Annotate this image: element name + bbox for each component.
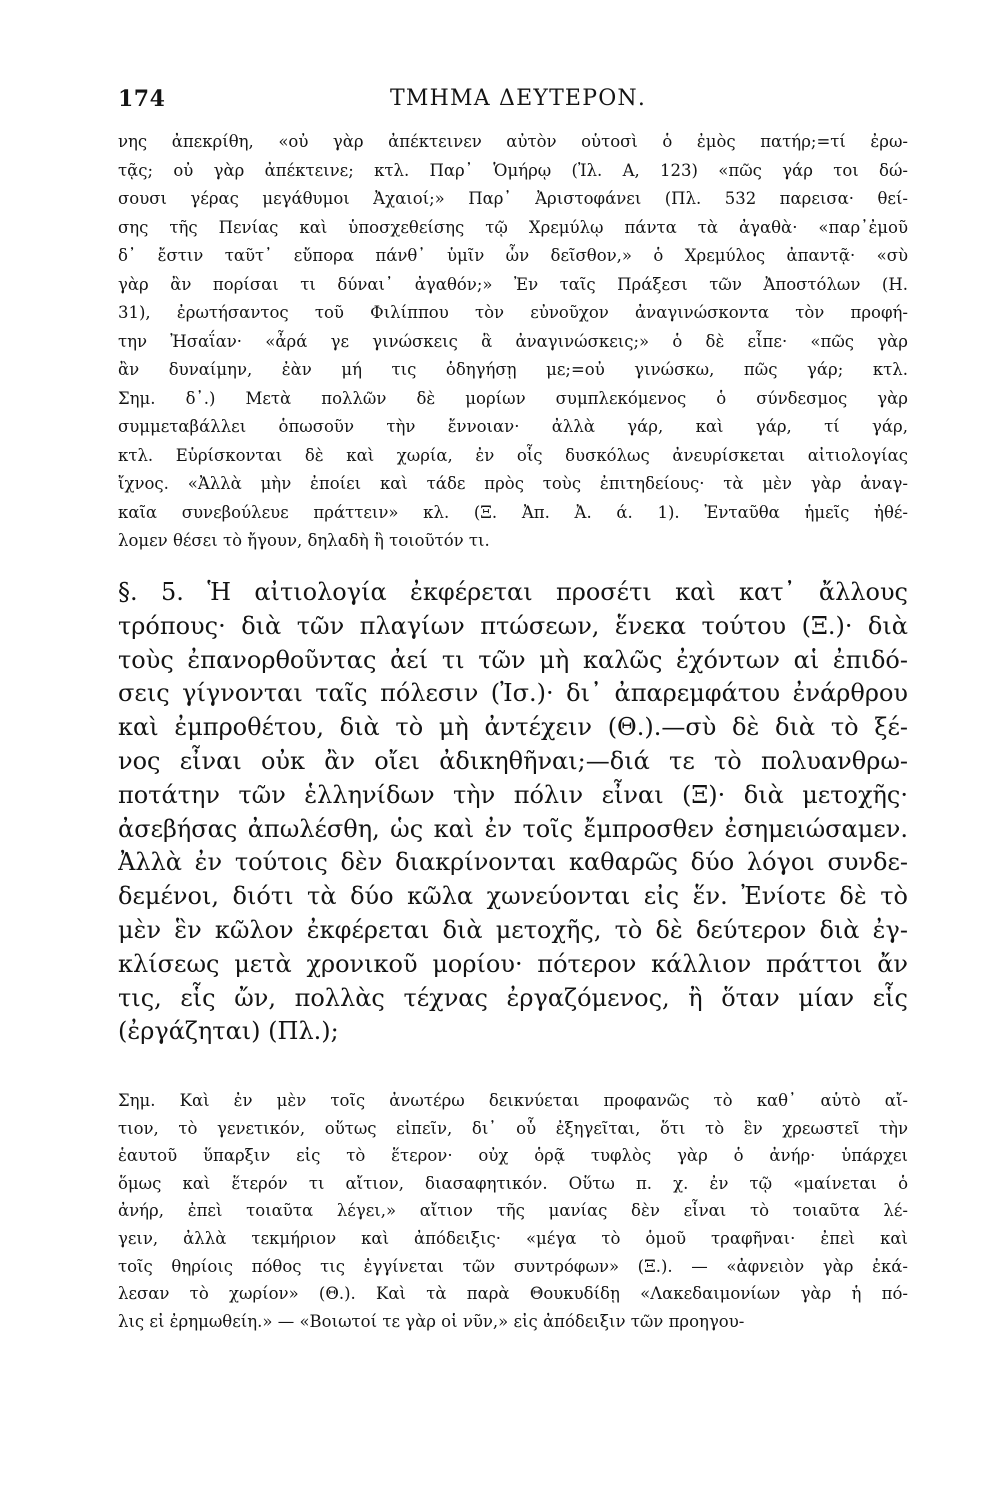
- text-line: τρόπους· διὰ τῶν πλαγίων πτώσεων, ἕνεκα τούτου (Ξ.)· διὰ: [118, 611, 908, 640]
- text-line: δεμένοι, διότι τὰ δύο κῶλα χωνεύονται εἰς ἕν. Ἐνίοτε δὲ τὸ: [118, 882, 908, 911]
- text-line: την Ἠσαΐαν· «ἆρά γε γινώσκεις ἃ ἀναγινώσκεις;» ὁ δὲ εἶπε· «πῶς γὰρ: [118, 331, 908, 351]
- text-line: λις εἰ ἐρημωθείη.» — «Βοιωτοί τε γὰρ οἱ νῦν,» εἰς ἀπόδειξιν τῶν προηγου-: [118, 1311, 745, 1331]
- running-head: ΤΜΗΜΑ ΔΕΥΤΕΡΟΝ.: [390, 86, 647, 111]
- text-line: λεσαν τὸ χωρίον» (Θ.). Καὶ τὰ παρὰ Θουκυδίδῃ «Λακεδαιμονίων γὰρ ἡ πό-: [118, 1284, 908, 1304]
- text-line: τιον, τὸ γενετικόν, οὕτως εἰπεῖν, δι᾽ οὗ ἐξηγεῖται, ὅτι τὸ ἓν χρεωστεῖ τὴν: [118, 1118, 908, 1138]
- text-line: τις, εἷς ὤν, πολλὰς τέχνας ἐργαζόμενος, ἢ ὅταν μίαν εἷς: [118, 983, 908, 1012]
- text-line: δ᾽ ἔστιν ταῦτ᾽ εὔπορα πάνθ᾽ ὑμῖν ὧν δεῖσθον,» ὁ Χρεμύλος ἀπαντᾷ· «σὺ: [118, 246, 908, 265]
- text-line: κτλ. Εὑρίσκονται δὲ καὶ χωρία, ἐν οἷς δυσκόλως ἀνευρίσκεται αἰτιολογίας: [118, 445, 908, 465]
- page-number: 174: [118, 86, 166, 112]
- text-line: νος εἶναι οὐκ ἂν οἴει ἀδικηθῆναι;—διά τε τὸ πολυανθρω-: [118, 746, 908, 775]
- text-line: ποτάτην τῶν ἑλληνίδων τὴν πόλιν εἶναι (Ξ)· διὰ μετοχῆς·: [118, 780, 908, 809]
- text-line: ὅμως καὶ ἕτερόν τι αἴτιον, διασαφητικόν. Οὕτω π. χ. ἐν τῷ «μαίνεται ὁ: [118, 1173, 908, 1193]
- text-line: Σημ. Καὶ ἐν μὲν τοῖς ἀνωτέρω δεικνύεται προφανῶς τὸ καθ᾽ αὑτὸ αἴ-: [118, 1091, 908, 1110]
- text-line: τοὺς ἐπανορθοῦντας ἀεί τι τῶν μὴ καλῶς ἐχόντων αἱ ἐπιδό-: [118, 645, 908, 674]
- section-paragraph-5: [118, 576, 908, 1049]
- text-line: ἂν δυναίμην, ἐὰν μή τις ὁδηγήσῃ με;=οὐ γινώσκω, πῶς γάρ; κτλ.: [118, 360, 908, 379]
- note-paragraph: [118, 1087, 908, 1335]
- text-line: σεις γίγνονται ταῖς πόλεσιν (Ἰσ.)· δι᾽ ἀπαρεμφάτου ἐνάρθρου: [118, 679, 908, 708]
- text-line: (ἐργάζηται) (Πλ.);: [118, 1017, 339, 1046]
- text-line: 31), ἐρωτήσαντος τοῦ Φιλίππου τὸν εὐνοῦχον ἀναγινώσκοντα τὸν προφή-: [118, 303, 908, 322]
- text-line: καῖα συνεβούλευε πράττειν» κλ. (Ξ. Ἀπ. Ἀ. ά. 1). Ἐνταῦθα ἡμεῖς ἠθέ-: [118, 502, 908, 522]
- text-line: σουσι γέρας μεγάθυμοι Ἀχαιοί;» Παρ᾽ Ἀριστοφάνει (Πλ. 532 παρεισα· θεί-: [118, 189, 908, 208]
- text-line: σης τῆς Πενίας καὶ ὑποσχεθείσης τῷ Χρεμύλῳ πάντα τὰ ἀγαθὰ· «παρ᾽ἐμοῦ: [118, 217, 908, 237]
- text-line: συμμεταβάλλει ὁπωσοῦν τὴν ἔννοιαν· ἀλλὰ γάρ, καὶ γάρ, τί γάρ,: [118, 417, 908, 436]
- text-block-continuation: [118, 128, 908, 556]
- text-line: γειν, ἀλλὰ τεκμήριον καὶ ἀπόδειξις· «μέγα τὸ ὁμοῦ τραφῆναι· ἐπεὶ καὶ: [118, 1228, 908, 1248]
- text-line: ἴχνος. «Ἀλλὰ μὴν ἐποίει καὶ τάδε πρὸς τοὺς ἐπιτηδείους· τὰ μὲν γὰρ ἀναγ-: [118, 474, 908, 493]
- text-line: τοῖς θηρίοις πόθος τις ἐγγίνεται τῶν συντρόφων» (Ξ.). — «ἀφνειὸν γὰρ ἐκά-: [118, 1256, 908, 1276]
- text-line: λομεν θέσει τὸ ἤγουν, δηλαδὴ ἢ τοιοῦτόν τι.: [118, 531, 490, 550]
- text-line: τᾷς; οὐ γὰρ ἀπέκτεινε; κτλ. Παρ᾽ Ὁμήρῳ (Ἰλ. Α, 123) «πῶς γάρ τοι δώ-: [118, 160, 908, 180]
- text-line: ἑαυτοῦ ὕπαρξιν εἰς τὸ ἕτερον· οὐχ ὁρᾷ τυφλὸς γὰρ ὁ ἀνήρ· ὑπάρχει: [118, 1146, 908, 1166]
- text-line: μὲν ἓν κῶλον ἐκφέρεται διὰ μετοχῆς, τὸ δὲ δεύτερον διὰ ἐγ-: [118, 915, 908, 944]
- text-line: ἀσεβήσας ἀπωλέσθη, ὡς καὶ ἐν τοῖς ἔμπροσθεν ἐσημειώσαμεν.: [118, 814, 908, 843]
- text-line: γὰρ ἂν πορίσαι τι δύναι᾽ ἀγαθόν;» Ἐν ταῖς Πράξεσι τῶν Ἀποστόλων (Η.: [118, 274, 908, 294]
- text-line: καὶ ἐμπροθέτου, διὰ τὸ μὴ ἀντέχειν (Θ.).—σὺ δὲ διὰ τὸ ξέ-: [118, 713, 908, 742]
- text-line: Σημ. δ᾽.) Μετὰ πολλῶν δὲ μορίων συμπλεκόμενος ὁ σύνδεσμος γὰρ: [118, 388, 908, 408]
- text-line: §. 5. Ἡ αἰτιολογία ἐκφέρεται προσέτι καὶ κατ᾽ ἄλλους: [118, 578, 908, 606]
- text-line: ἀνήρ, ἐπεὶ τοιαῦτα λέγει,» αἴτιον τῆς μανίας δὲν εἶναι τὸ τοιαῦτα λέ-: [118, 1201, 908, 1221]
- text-line: Ἀλλὰ ἐν τούτοις δὲν διακρίνονται καθαρῶς δύο λόγοι συνδε-: [118, 848, 908, 877]
- text-line: κλίσεως μετὰ χρονικοῦ μορίου· πότερον κάλλιον πράττοι ἄν: [118, 949, 908, 978]
- page-header: [118, 86, 908, 116]
- text-line: νης ἀπεκρίθη, «οὐ γὰρ ἀπέκτεινεν αὐτὸν οὑτοσὶ ὁ ἐμὸς πατήρ;=τί ἐρω-: [118, 132, 908, 151]
